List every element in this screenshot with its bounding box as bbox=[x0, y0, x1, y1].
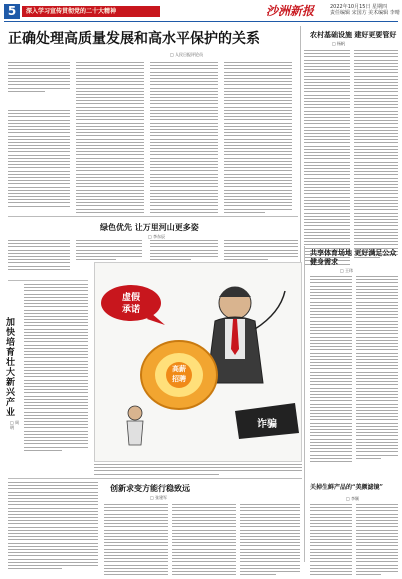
bubble-text-line1: 虚假 bbox=[121, 293, 141, 303]
badge-text-line1: 高薪 bbox=[172, 365, 186, 373]
sports-headline: 共享体育场地 更好满足公众健身需求 bbox=[310, 248, 397, 266]
editor-line: 责任编辑 宋国方 美术编辑 李晴 bbox=[330, 10, 400, 16]
sports-col-1 bbox=[310, 276, 352, 472]
cartoon-caption bbox=[94, 464, 302, 478]
main-article-col-4 bbox=[224, 62, 292, 214]
date-line: 2022年10月15日 星期四 bbox=[330, 4, 388, 10]
sports-col-2 bbox=[356, 276, 398, 472]
fresh-headline: 关掉生鲜产品的“美颜滤镜” bbox=[310, 484, 383, 491]
scam-banner-text: 诈骗 bbox=[257, 419, 277, 430]
green-col-1 bbox=[8, 240, 70, 274]
section-banner: 深入学习宣传贯彻党的二十大精神 bbox=[22, 6, 160, 17]
main-headline: 正确处理高质量发展和高水平保护的关系 bbox=[8, 31, 260, 47]
green-byline: □ 李东辰 bbox=[148, 234, 166, 239]
column-divider bbox=[300, 26, 301, 274]
issue-date bbox=[330, 4, 400, 16]
top-right-col-1 bbox=[304, 50, 350, 272]
top-right-headline: 农村基础设施 建好更要管好 bbox=[310, 30, 397, 39]
bubble-text-line2: 承诺 bbox=[121, 305, 141, 315]
innovation-col-2 bbox=[104, 504, 168, 576]
main-article-col-3 bbox=[150, 62, 218, 214]
bottom-rule bbox=[8, 478, 302, 479]
cartoon-svg bbox=[95, 263, 301, 461]
main-byline: □ 人民日报评论员 bbox=[170, 52, 204, 57]
innovation-byline: □ 张建军 bbox=[150, 495, 168, 500]
section-rule bbox=[8, 216, 298, 217]
masthead-logo: 沙洲新报 bbox=[266, 4, 315, 18]
green-col-3 bbox=[150, 240, 218, 262]
vertical-byline: □ 周明 bbox=[10, 420, 20, 430]
sports-byline: □ 王玮 bbox=[340, 268, 354, 273]
header-rule bbox=[4, 21, 398, 22]
fresh-col-1 bbox=[310, 504, 352, 576]
innovation-headline: 创新求变方能行稳致远 bbox=[110, 483, 190, 493]
top-right-col-2 bbox=[354, 50, 398, 272]
green-col-2 bbox=[76, 240, 142, 262]
vertical-headline: 加快培育壮大新兴产业 bbox=[6, 318, 16, 418]
main-article-col-1 bbox=[8, 62, 70, 214]
lead-paragraph bbox=[8, 62, 70, 102]
innovation-col-1 bbox=[8, 482, 98, 576]
fresh-byline: □ 李颖 bbox=[346, 496, 360, 501]
vertical-article-body bbox=[24, 284, 88, 460]
top-right-byline: □ 杨帆 bbox=[332, 41, 346, 46]
innovation-col-3 bbox=[172, 504, 236, 576]
green-headline: 绿色优先 让万里河山更多姿 bbox=[100, 222, 199, 232]
green-col-4 bbox=[224, 240, 298, 262]
main-article-col-2 bbox=[76, 62, 144, 214]
innovation-col-4 bbox=[240, 504, 300, 576]
right-divider bbox=[304, 246, 305, 562]
page-number: 5 bbox=[4, 4, 20, 19]
badge-text-line2: 招聘 bbox=[172, 375, 186, 383]
cartoon-illustration bbox=[94, 262, 302, 462]
fresh-col-2 bbox=[356, 504, 398, 576]
